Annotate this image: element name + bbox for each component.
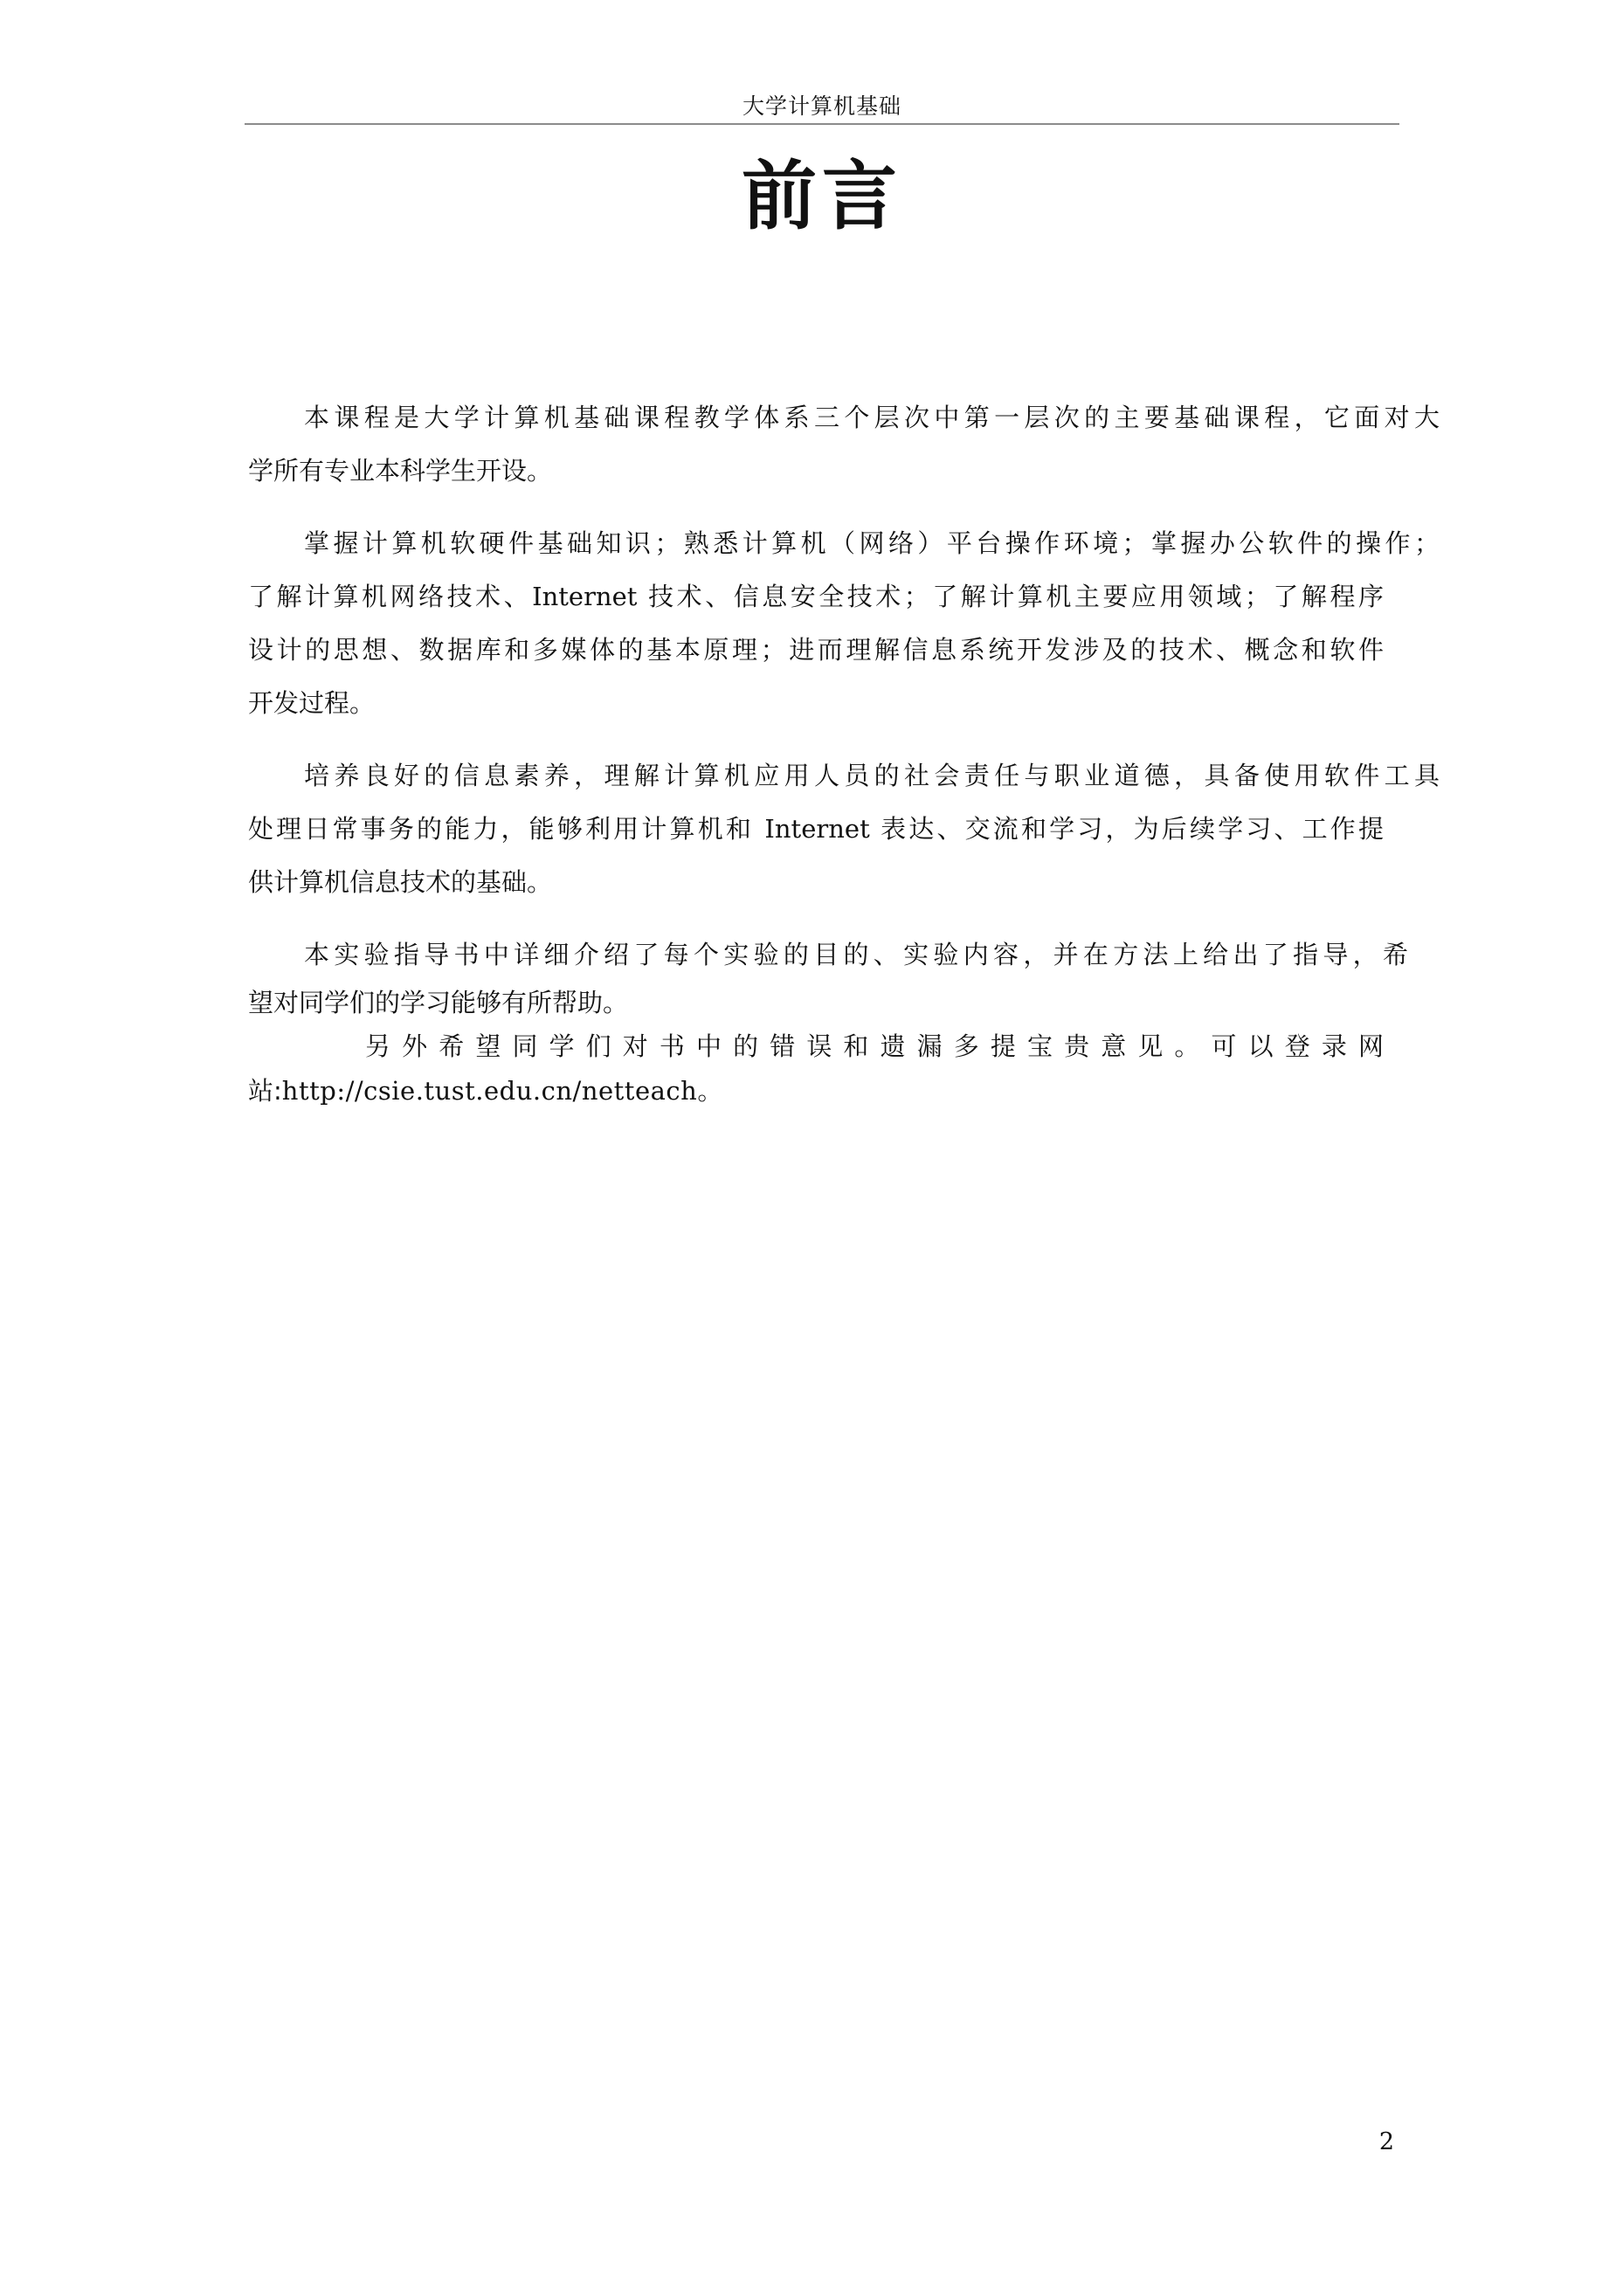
paragraph-2-line-2-text-b: 技术、信息安全技术；了解计算机主要应用领域；了解程序 [637, 582, 1384, 611]
paragraph-3-line-2 [248, 803, 1384, 856]
paragraph-2-line-4: 开发过程。 [248, 688, 376, 718]
paragraph-3-line-2-internet: Internet [764, 814, 870, 844]
paragraph-5-line-1: 另外希望同学们对书中的错误和遗漏多提宝贵意见。可以登录网 [365, 1031, 1384, 1061]
paragraph-2-line-2-text-a: 了解计算机网络技术、 [248, 582, 533, 611]
paragraph-2-line-2-internet: Internet [532, 582, 638, 611]
website-url: http://csie.tust.edu.cn/netteach [281, 1076, 698, 1106]
paragraph-3-line-1: 培养良好的信息素养，理解计算机应用人员的社会责任与职业道德，具备使用软件工具 [304, 761, 1440, 790]
paragraph-2-line-2 [248, 570, 1384, 624]
running-header: 大学计算机基础 [742, 93, 901, 119]
page-number: 2 [1378, 2128, 1394, 2155]
header-rule [245, 123, 1399, 125]
paragraph-3-line-2-text-a: 处理日常事务的能力，能够利用计算机和 [248, 814, 765, 844]
paragraph-3-line-2-text-b: 表达、交流和学习，为后续学习、工作提 [869, 814, 1384, 844]
paragraph-1-line-1: 本课程是大学计算机基础课程教学体系三个层次中第一层次的主要基础课程，它面对大 [304, 403, 1440, 432]
paragraph-2-line-1: 掌握计算机软硬件基础知识；熟悉计算机（网络）平台操作环境；掌握办公软件的操作； [304, 528, 1440, 558]
page-title: 前言 [742, 153, 902, 240]
paragraph-5-line-2 [248, 1065, 1384, 1118]
paragraph-4-line-1: 本实验指导书中详细介绍了每个实验的目的、实验内容，并在方法上给出了指导，希 [304, 940, 1408, 969]
paragraph-2-line-3: 设计的思想、数据库和多媒体的基本原理；进而理解信息系统开发涉及的技术、概念和软件 [248, 635, 1384, 665]
paragraph-3-line-3: 供计算机信息技术的基础。 [248, 867, 553, 897]
paragraph-4-line-2: 望对同学们的学习能够有所帮助。 [248, 988, 629, 1017]
paragraph-5-line-2-end: 。 [697, 1076, 723, 1106]
paragraph-5-line-2-label: 站: [248, 1076, 282, 1106]
paragraph-1-line-2: 学所有专业本科学生开设。 [248, 456, 553, 486]
